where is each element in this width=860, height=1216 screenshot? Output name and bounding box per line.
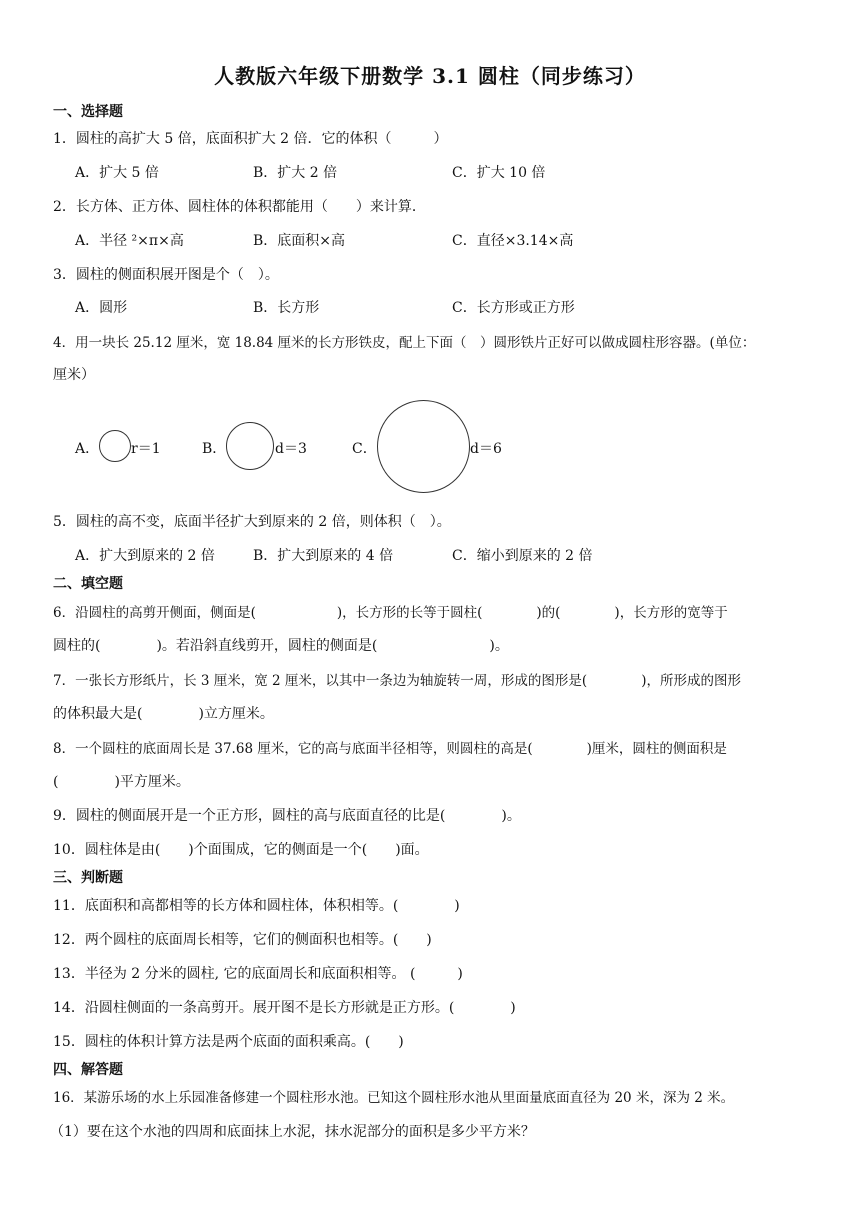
q3-option-b: B．长方形 <box>253 300 320 316</box>
circle-figure-c <box>377 400 470 493</box>
q2-option-c: C．直径×3.14×高 <box>452 233 574 249</box>
q1-option-a: A．扩大 5 倍 <box>75 165 159 181</box>
question-4-line2: 厘米） <box>53 367 95 383</box>
question-9: 9．圆柱的侧面展开是一个正方形，圆柱的高与底面直径的比是( )。 <box>53 808 521 824</box>
q4-option-b-label: d＝3 <box>275 441 307 457</box>
q5-option-c: C．缩小到原来的 2 倍 <box>452 548 593 564</box>
q1-option-c: C．扩大 10 倍 <box>452 165 546 181</box>
question-7-line2: 的体积最大是( )立方厘米。 <box>53 706 274 722</box>
question-6: 6．沿圆柱的高剪开侧面，侧面是( )，长方形的长等于圆柱( )的( )，长方形的宽等于 <box>53 605 728 621</box>
question-10: 10．圆柱体是由( )个面围成，它的侧面是一个( )面。 <box>53 842 429 858</box>
question-6-line2: 圆柱的( )。若沿斜直线剪开，圆柱的侧面是( )。 <box>53 638 509 654</box>
question-5: 5．圆柱的高不变，底面半径扩大到原来的 2 倍，则体积（ ）。 <box>53 514 451 530</box>
question-16: 16．某游乐场的水上乐园准备修建一个圆柱形水池。已知这个圆柱形水池从里面量底面直径为 20 米，深为 2 米。 <box>53 1090 735 1106</box>
q4-option-a-letter: A． <box>75 441 100 457</box>
question-14: 14．沿圆柱侧面的一条高剪开。展开图不是长方形就是正方形。( ) <box>53 1000 516 1016</box>
q5-option-b: B．扩大到原来的 4 倍 <box>253 548 394 564</box>
question-8: 8．一个圆柱的底面周长是 37.68 厘米，它的高与底面半径相等，则圆柱的高是( )厘米，圆柱的侧面积是 <box>53 741 727 757</box>
q2-option-b: B．底面积×高 <box>253 233 346 249</box>
question-15: 15．圆柱的体积计算方法是两个底面的面积乘高。( ) <box>53 1034 404 1050</box>
question-16-part-1: （1）要在这个水池的四周和底面抹上水泥，抹水泥部分的面积是多少平方米？ <box>50 1124 535 1140</box>
circle-figure-a <box>99 430 131 462</box>
q1-option-b: B．扩大 2 倍 <box>253 165 338 181</box>
q5-option-a: A．扩大到原来的 2 倍 <box>75 548 215 564</box>
section-heading-choice: 一、选择题 <box>53 104 123 120</box>
q3-option-a: A．圆形 <box>75 300 128 316</box>
q4-option-a-label: r＝1 <box>131 441 161 457</box>
q3-option-c: C．长方形或正方形 <box>452 300 575 316</box>
q4-option-c-letter: C． <box>352 441 377 457</box>
question-12: 12．两个圆柱的底面周长相等，它们的侧面积也相等。( ) <box>53 932 432 948</box>
question-8-line2: ( )平方厘米。 <box>53 774 190 790</box>
q4-option-b-letter: B． <box>202 441 227 457</box>
q4-option-c-label: d＝6 <box>470 441 502 457</box>
section-heading-fill: 二、填空题 <box>53 576 123 592</box>
question-4: 4．用一块长 25.12 厘米，宽 18.84 厘米的长方形铁皮，配上下面（ ）圆形铁片正好可以做成圆柱形容器。(单位： <box>53 335 756 351</box>
question-2: 2．长方体、正方体、圆柱体的体积都能用（ ）来计算． <box>53 199 426 215</box>
question-13: 13．半径为 2 分米的圆柱, 它的底面周长和底面积相等。 ( ) <box>53 966 463 982</box>
question-3: 3．圆柱的侧面积展开图是个（ ）。 <box>53 267 279 283</box>
q2-option-a: A．半径 ²×π×高 <box>75 233 184 249</box>
page-title: 人教版六年级下册数学 3.1 圆柱（同步练习） <box>214 64 646 88</box>
question-1: 1．圆柱的高扩大 5 倍，底面积扩大 2 倍．它的体积（ ） <box>53 131 448 147</box>
section-heading-judge: 三、判断题 <box>53 870 123 886</box>
section-heading-solve: 四、解答题 <box>53 1062 123 1078</box>
question-7: 7．一张长方形纸片，长 3 厘米，宽 2 厘米，以其中一条边为轴旋转一周，形成的图形是( )，所形成的图形 <box>53 673 741 689</box>
question-11: 11．底面积和高都相等的长方体和圆柱体，体积相等。( ) <box>53 898 460 914</box>
circle-figure-b <box>226 422 274 470</box>
